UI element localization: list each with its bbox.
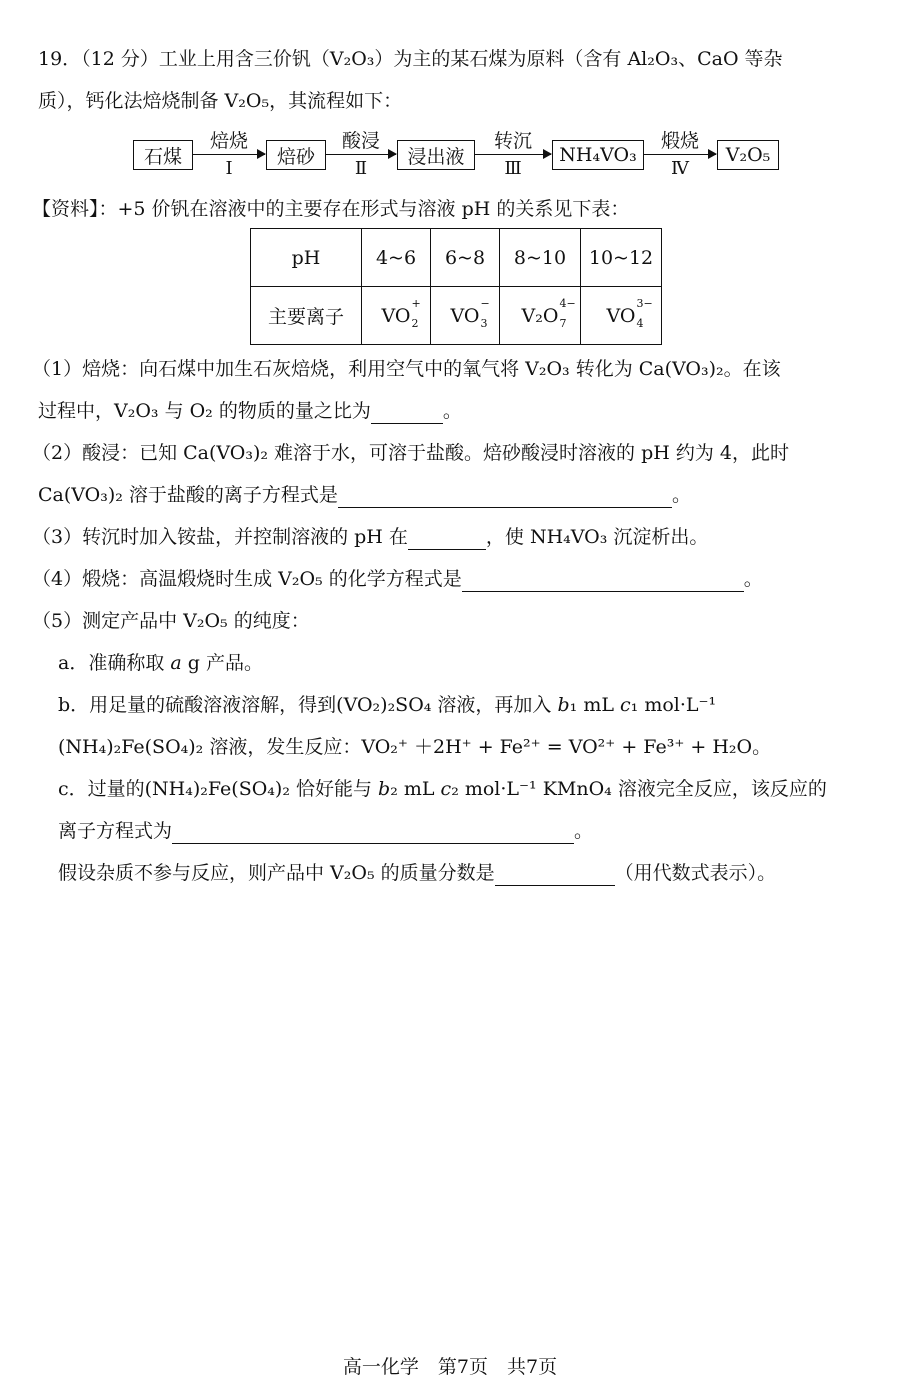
part-3-suffix: ，使 NH₄VO₃ 沉淀析出。 [485, 526, 709, 548]
table-row-ions [251, 287, 662, 345]
table-cell-ion [362, 287, 431, 345]
flow-step-label-2: 酸浸 [341, 130, 380, 152]
ion-base: VO [381, 304, 411, 327]
final-suffix: （用代数式表示）。 [614, 862, 777, 884]
ion-charge: 4− [559, 296, 576, 310]
ion-charge: − [480, 296, 490, 310]
table-header-ph: pH [251, 229, 362, 287]
part-5c-line-1 [58, 776, 876, 802]
table-row-ph [251, 229, 662, 287]
ion-base: V₂O [521, 304, 559, 327]
answer-blank-6[interactable] [495, 865, 615, 886]
flow-step-label-1: 焙烧 [209, 130, 248, 152]
part-5c-line-2 [58, 818, 876, 844]
table-header-ph-range: 10~12 [581, 229, 662, 287]
answer-blank-5[interactable] [172, 823, 574, 844]
final-question-line [58, 860, 876, 886]
flow-arrow-4 [644, 154, 716, 155]
ion-subscript: 4 [636, 316, 644, 330]
flow-step-label-4: 煅烧 [660, 130, 699, 152]
part-5a-line [58, 650, 876, 676]
period: 。 [574, 820, 594, 842]
part-2-prompt: Ca(VO₃)₂ 溶于盐酸的离子方程式是 [38, 484, 338, 506]
text: c．过量的(NH₄)₂Fe(SO₄)₂ 恰好能与 [58, 778, 379, 800]
answer-blank-3[interactable] [408, 529, 486, 550]
flow-arrow-3 [475, 154, 551, 155]
part-3-prompt: （3）转沉时加入铵盐，并控制溶液的 pH 在 [32, 526, 408, 548]
period: 。 [671, 484, 691, 506]
ion-charge: 3− [636, 296, 653, 310]
table-header-ph-range: 8~10 [500, 229, 581, 287]
ion-charge: + [411, 296, 421, 310]
reference-text: 【资料】：+5 价钒在溶液中的主要存在形式与溶液 pH 的关系见下表： [32, 198, 630, 220]
part-3-line [32, 524, 876, 550]
ion-base: VO [450, 304, 480, 327]
variable-a: a [170, 652, 182, 674]
variable-c: c [440, 778, 452, 800]
flow-step-roman-3: Ⅲ [504, 158, 522, 179]
period: 。 [442, 400, 462, 422]
text: b．用足量的硫酸溶液溶解，得到(VO₂)₂SO₄ 溶液，再加入 [58, 694, 558, 716]
table-cell-ion [431, 287, 500, 345]
text: ₁ mL [569, 694, 620, 716]
part-4-prompt: （4）煅烧：高温煅烧时生成 V₂O₅ 的化学方程式是 [32, 568, 462, 590]
text: ₂ mol·L⁻¹ KMnO₄ 溶液完全反应，该反应的 [451, 778, 827, 800]
part-5c-prompt: 离子方程式为 [58, 820, 173, 842]
final-prompt: 假设杂质不参与反应，则产品中 V₂O₅ 的质量分数是 [58, 862, 495, 884]
table-cell-ion [581, 287, 662, 345]
flow-arrow-1 [193, 154, 265, 155]
part-1-prompt: 过程中，V₂O₃ 与 O₂ 的物质的量之比为 [38, 400, 371, 422]
flow-box-coal: 石煤 [133, 140, 193, 170]
answer-blank-1[interactable] [371, 403, 443, 424]
ion-subscript: 2 [411, 316, 419, 330]
question-header-line1: 19．（12 分）工业上用含三价钒（V₂O₃）为主的某石煤为原料（含有 Al₂O₃、CaO 等杂 [38, 48, 783, 70]
question-header-line2: 质），钙化法焙烧制备 V₂O₅，其流程如下： [38, 90, 403, 112]
flow-step-roman-2: Ⅱ [354, 158, 368, 179]
flow-box-nh4vo3: NH₄VO₃ [552, 140, 644, 170]
ion-subscript: 3 [480, 316, 488, 330]
ion-base: VO [606, 304, 636, 327]
part-4-line [32, 566, 876, 592]
flow-step-roman-4: Ⅳ [671, 158, 689, 179]
part-5-line: （5）测定产品中 V₂O₅ 的纯度： [32, 610, 310, 632]
flow-arrow-2 [326, 154, 396, 155]
part-2-line-a: （2）酸浸：已知 Ca(VO₃)₂ 难溶于水，可溶于盐酸。焙砂酸浸时溶液的 pH 约为 4，此时 [32, 442, 789, 464]
part-1-line-a: （1）焙烧：向石煤中加生石灰焙烧，利用空气中的氧气将 V₂O₃ 转化为 Ca(VO₃)₂。在该 [32, 358, 781, 380]
flow-box-calcine: 焙砂 [266, 140, 326, 170]
answer-blank-4[interactable] [462, 571, 744, 592]
text: ₂ mL [390, 778, 441, 800]
answer-blank-2[interactable] [338, 487, 672, 508]
text: a．准确称取 [58, 652, 171, 674]
table-row-label: 主要离子 [251, 287, 362, 345]
page-footer: 高一化学 第7页 共7页 [342, 1356, 558, 1378]
flow-box-v2o5: V₂O₅ [717, 140, 779, 170]
table-header-ph-range: 4~6 [362, 229, 431, 287]
text: ₁ mol·L⁻¹ [630, 694, 717, 716]
flow-step-roman-1: Ⅰ [225, 158, 233, 179]
period: 。 [743, 568, 763, 590]
text: g 产品。 [181, 652, 263, 674]
part-5b-line-1 [58, 692, 876, 718]
part-2-line-b [38, 482, 876, 508]
variable-b: b [378, 778, 391, 800]
variable-c: c [620, 694, 631, 716]
table-header-ph-range: 6~8 [431, 229, 500, 287]
ion-subscript: 7 [559, 316, 567, 330]
variable-b: b [557, 694, 570, 716]
part-1-line-b [38, 398, 876, 424]
part-5b-line-2: (NH₄)₂Fe(SO₄)₂ 溶液，发生反应：VO₂⁺ ＋2H⁺ + Fe²⁺ = VO²⁺ + Fe³⁺ + H₂O。 [58, 736, 772, 758]
ph-ion-table [250, 228, 662, 345]
flow-step-label-3: 转沉 [493, 130, 532, 152]
flow-box-leachate: 浸出液 [397, 140, 475, 170]
table-cell-ion [500, 287, 581, 345]
